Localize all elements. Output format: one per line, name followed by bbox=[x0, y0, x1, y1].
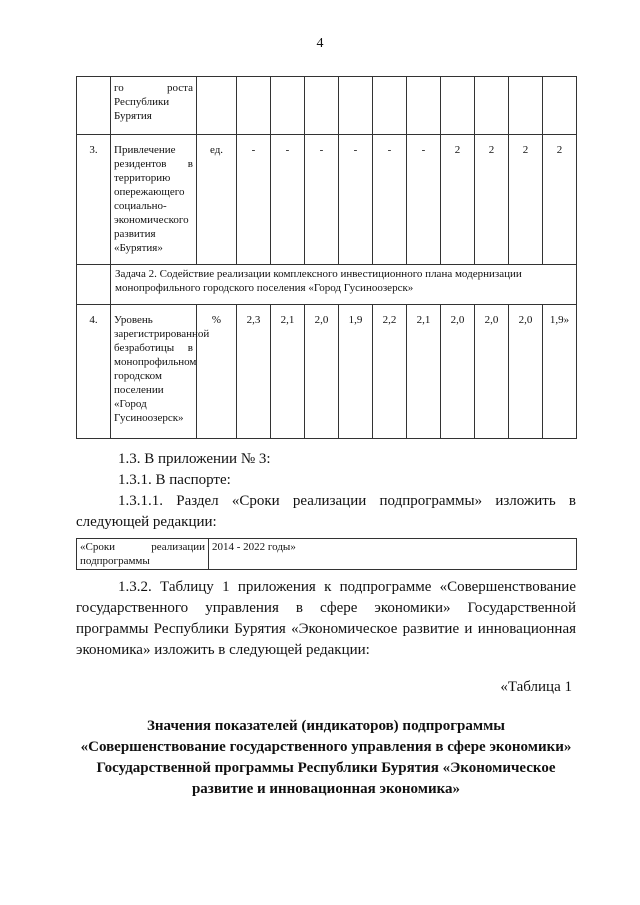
section-heading: Значения показателей (индикаторов) подпрограммы «Совершенствование государственного управления в сфере экономики» Государственной программы Республики Бурятия «Экономическое развитие и инновационная экономика» bbox=[80, 718, 572, 797]
value-cell: 1,9 bbox=[339, 305, 373, 439]
value-cell: - bbox=[407, 135, 441, 265]
row-number: 4. bbox=[77, 305, 111, 439]
row-number: 3. bbox=[77, 135, 111, 265]
value-cell: 2 bbox=[543, 135, 577, 265]
task-cell: Задача 2. Содействие реализации комплексного инвестиционного плана модернизации монопрофильного городского поселения «Город Гусиноозерск» bbox=[111, 265, 577, 305]
page-number: 4 bbox=[316, 36, 324, 51]
value-cell: 1,9» bbox=[543, 305, 577, 439]
value-cell: 2 bbox=[509, 135, 543, 265]
value-cell: 2 bbox=[475, 135, 509, 265]
unit-cell: % bbox=[197, 305, 237, 439]
value-cell: - bbox=[373, 135, 407, 265]
period-label-cell: «Сроки реализации подпрограммы bbox=[77, 539, 209, 570]
table-row bbox=[77, 305, 577, 439]
period-value-cell: 2014 - 2022 годы» bbox=[209, 539, 577, 570]
table-row bbox=[77, 135, 577, 265]
value-cell: 2,1 bbox=[407, 305, 441, 439]
indicator-cell: Привлечение резидентов в территорию опережающего социально-экономического развития «Бурятия» bbox=[111, 135, 197, 265]
value-cell: 2,0 bbox=[509, 305, 543, 439]
period-table bbox=[76, 538, 577, 570]
value-cell: 2,0 bbox=[305, 305, 339, 439]
table-label: «Таблица 1 bbox=[500, 679, 572, 695]
value-cell: - bbox=[271, 135, 305, 265]
paragraph: 1.3.2. Таблицу 1 приложения к подпрограмме «Совершенствование государственного управления в сфере экономики» Государственной программы Республики Бурятия «Экономическое развитие и инновационная экономика» изложить в следующей редакции: bbox=[76, 579, 576, 658]
indicator-cell: Уровень зарегистрированной безработицы в монопрофильном городском поселении «Город Гусиноозерск» bbox=[111, 305, 197, 439]
paragraph: 1.3. В приложении № 3: bbox=[118, 451, 271, 467]
value-cell: 2,0 bbox=[475, 305, 509, 439]
table-row-continued bbox=[77, 77, 577, 135]
value-cell: - bbox=[305, 135, 339, 265]
value-cell: 2,1 bbox=[271, 305, 305, 439]
value-cell: 2,3 bbox=[237, 305, 271, 439]
value-cell: - bbox=[237, 135, 271, 265]
indicator-cell: го роста Республики Бурятия bbox=[111, 77, 197, 135]
value-cell: 2,2 bbox=[373, 305, 407, 439]
unit-cell: ед. bbox=[197, 135, 237, 265]
value-cell: 2 bbox=[441, 135, 475, 265]
paragraph: 1.3.1. В паспорте: bbox=[118, 472, 231, 488]
task-row bbox=[77, 265, 577, 305]
paragraph: 1.3.1.1. Раздел «Сроки реализации подпрограммы» изложить в следующей редакции: bbox=[76, 493, 576, 530]
indicators-table bbox=[76, 76, 577, 439]
value-cell: 2,0 bbox=[441, 305, 475, 439]
value-cell: - bbox=[339, 135, 373, 265]
